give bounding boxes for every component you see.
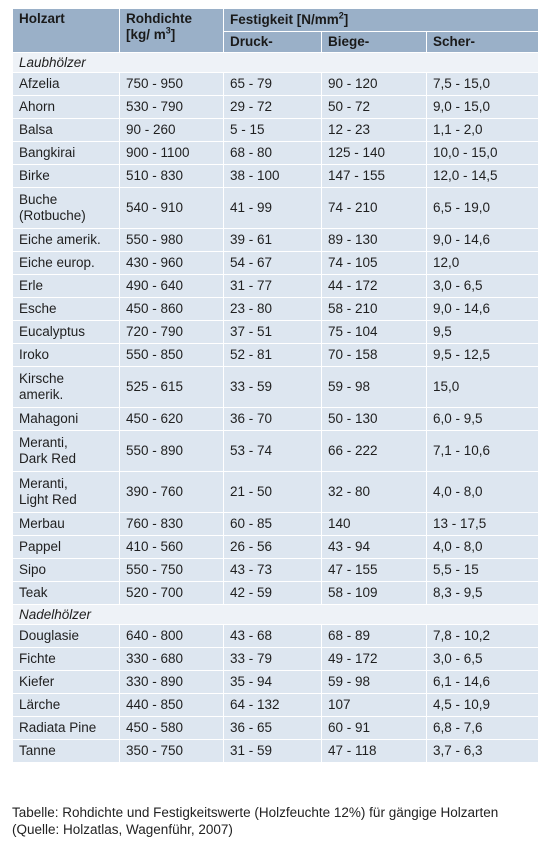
druck-cell: 54 - 67 bbox=[224, 252, 322, 275]
wood-name: Mahagoni bbox=[19, 411, 79, 426]
wood-name-cell bbox=[13, 96, 120, 119]
table-row bbox=[13, 648, 539, 671]
density-cell: 520 - 700 bbox=[120, 582, 224, 605]
table-body bbox=[13, 53, 539, 763]
wood-name-cell bbox=[13, 559, 120, 582]
density-cell: 525 - 615 bbox=[120, 367, 224, 408]
druck-cell: 41 - 99 bbox=[224, 188, 322, 229]
scher-cell: 6,8 - 7,6 bbox=[427, 717, 539, 740]
biege-cell: 47 - 155 bbox=[322, 559, 427, 582]
strength-unit-exponent: 2 bbox=[338, 10, 344, 21]
druck-cell: 33 - 59 bbox=[224, 367, 322, 408]
druck-cell: 31 - 77 bbox=[224, 275, 322, 298]
density-cell: 450 - 620 bbox=[120, 408, 224, 431]
wood-name: Iroko bbox=[19, 347, 50, 362]
wood-name: Merbau bbox=[19, 516, 65, 531]
scher-cell: 6,5 - 19,0 bbox=[427, 188, 539, 229]
density-cell: 440 - 850 bbox=[120, 694, 224, 717]
table-row bbox=[13, 472, 539, 513]
wood-name-cell bbox=[13, 431, 120, 472]
density-cell: 350 - 750 bbox=[120, 740, 224, 763]
biege-cell: 59 - 98 bbox=[322, 367, 427, 408]
table-row bbox=[13, 298, 539, 321]
wood-name-cell bbox=[13, 165, 120, 188]
druck-cell: 29 - 72 bbox=[224, 96, 322, 119]
density-cell: 390 - 760 bbox=[120, 472, 224, 513]
biege-cell: 125 - 140 bbox=[322, 142, 427, 165]
table-row bbox=[13, 344, 539, 367]
scher-cell: 5,5 - 15 bbox=[427, 559, 539, 582]
wood-name: Ahorn bbox=[19, 99, 56, 114]
druck-cell: 23 - 80 bbox=[224, 298, 322, 321]
header-row-main bbox=[13, 9, 539, 32]
table-row bbox=[13, 275, 539, 298]
biege-cell: 147 - 155 bbox=[322, 165, 427, 188]
column-header-density bbox=[120, 9, 224, 53]
table-row bbox=[13, 559, 539, 582]
druck-cell: 60 - 85 bbox=[224, 513, 322, 536]
density-cell: 900 - 1100 bbox=[120, 142, 224, 165]
scher-cell: 9,0 - 14,6 bbox=[427, 298, 539, 321]
wood-name-cell bbox=[13, 740, 120, 763]
biege-cell: 44 - 172 bbox=[322, 275, 427, 298]
biege-cell: 140 bbox=[322, 513, 427, 536]
wood-name-cell bbox=[13, 188, 120, 229]
biege-cell: 50 - 130 bbox=[322, 408, 427, 431]
wood-name-line2: (Rotbuche) bbox=[19, 208, 86, 223]
scher-cell: 12,0 bbox=[427, 252, 539, 275]
table-row bbox=[13, 582, 539, 605]
scher-cell: 4,0 - 8,0 bbox=[427, 536, 539, 559]
wood-name: Eiche amerik. bbox=[19, 232, 101, 247]
density-cell: 450 - 580 bbox=[120, 717, 224, 740]
density-cell: 330 - 890 bbox=[120, 671, 224, 694]
wood-name-cell bbox=[13, 73, 120, 96]
density-unit-label: [kg/ m bbox=[126, 27, 166, 42]
density-unit-exponent: 3 bbox=[165, 25, 171, 36]
wood-name-cell bbox=[13, 717, 120, 740]
table-row bbox=[13, 625, 539, 648]
biege-cell: 74 - 105 bbox=[322, 252, 427, 275]
density-cell: 550 - 890 bbox=[120, 431, 224, 472]
density-cell: 550 - 850 bbox=[120, 344, 224, 367]
wood-name: Meranti, bbox=[19, 435, 68, 450]
wood-name-cell bbox=[13, 671, 120, 694]
scher-cell: 3,7 - 6,3 bbox=[427, 740, 539, 763]
wood-properties-table bbox=[12, 8, 539, 763]
scher-cell: 10,0 - 15,0 bbox=[427, 142, 539, 165]
druck-cell: 21 - 50 bbox=[224, 472, 322, 513]
wood-name-line2: amerik. bbox=[19, 387, 64, 402]
table-row bbox=[13, 252, 539, 275]
column-header-strength bbox=[224, 9, 539, 32]
column-header-bending: Biege- bbox=[322, 32, 427, 53]
biege-cell: 12 - 23 bbox=[322, 119, 427, 142]
density-cell: 760 - 830 bbox=[120, 513, 224, 536]
wood-name-cell bbox=[13, 536, 120, 559]
biege-cell: 47 - 118 bbox=[322, 740, 427, 763]
table-row bbox=[13, 367, 539, 408]
scher-cell: 15,0 bbox=[427, 367, 539, 408]
table-row bbox=[13, 408, 539, 431]
wood-name-cell bbox=[13, 367, 120, 408]
density-cell: 510 - 830 bbox=[120, 165, 224, 188]
biege-cell: 58 - 210 bbox=[322, 298, 427, 321]
table-row bbox=[13, 717, 539, 740]
wood-name-cell bbox=[13, 252, 120, 275]
wood-name: Meranti, bbox=[19, 476, 68, 491]
table-row bbox=[13, 513, 539, 536]
column-header-wood-type bbox=[13, 9, 120, 53]
biege-cell: 90 - 120 bbox=[322, 73, 427, 96]
wood-name-line2: Dark Red bbox=[19, 451, 77, 466]
wood-name: Esche bbox=[19, 301, 57, 316]
density-cell: 330 - 680 bbox=[120, 648, 224, 671]
wood-name-cell bbox=[13, 694, 120, 717]
biege-cell: 66 - 222 bbox=[322, 431, 427, 472]
wood-name-cell bbox=[13, 298, 120, 321]
biege-cell: 107 bbox=[322, 694, 427, 717]
density-cell: 550 - 980 bbox=[120, 229, 224, 252]
wood-name-cell bbox=[13, 119, 120, 142]
table-row bbox=[13, 188, 539, 229]
wood-name-cell bbox=[13, 582, 120, 605]
scher-cell: 7,8 - 10,2 bbox=[427, 625, 539, 648]
scher-cell: 6,1 - 14,6 bbox=[427, 671, 539, 694]
table-row bbox=[13, 229, 539, 252]
scher-cell: 9,5 bbox=[427, 321, 539, 344]
table-row bbox=[13, 671, 539, 694]
table-row bbox=[13, 142, 539, 165]
biege-cell: 68 - 89 bbox=[322, 625, 427, 648]
table-row bbox=[13, 96, 539, 119]
strength-header-label: Festigkeit [N/mm bbox=[230, 12, 339, 27]
scher-cell: 13 - 17,5 bbox=[427, 513, 539, 536]
table-row bbox=[13, 694, 539, 717]
wood-name: Birke bbox=[19, 168, 50, 183]
biege-cell: 49 - 172 bbox=[322, 648, 427, 671]
column-header-shear: Scher- bbox=[427, 32, 539, 53]
section-header-row bbox=[13, 605, 539, 625]
wood-name-cell bbox=[13, 648, 120, 671]
druck-cell: 35 - 94 bbox=[224, 671, 322, 694]
wood-name: Douglasie bbox=[19, 628, 80, 643]
wood-name-cell bbox=[13, 344, 120, 367]
table-caption: Tabelle: Rohdichte und Festigkeitswerte (Holzfeuchte 12%) für gängige Holzarten (Quelle: Holzatlas, Wagenführ, 2007) bbox=[12, 805, 499, 837]
wood-name: Tanne bbox=[19, 743, 56, 758]
table-row bbox=[13, 73, 539, 96]
wood-name: Erle bbox=[19, 278, 44, 293]
scher-cell: 12,0 - 14,5 bbox=[427, 165, 539, 188]
scher-cell: 1,1 - 2,0 bbox=[427, 119, 539, 142]
wood-name: Kirsche bbox=[19, 371, 65, 386]
druck-cell: 43 - 73 bbox=[224, 559, 322, 582]
wood-name-cell bbox=[13, 229, 120, 252]
density-cell: 720 - 790 bbox=[120, 321, 224, 344]
wood-name: Balsa bbox=[19, 122, 53, 137]
wood-name-cell bbox=[13, 321, 120, 344]
density-unit-close: ] bbox=[170, 27, 176, 42]
scher-cell: 7,1 - 10,6 bbox=[427, 431, 539, 472]
wood-name: Fichte bbox=[19, 651, 56, 666]
density-cell: 410 - 560 bbox=[120, 536, 224, 559]
druck-cell: 38 - 100 bbox=[224, 165, 322, 188]
scher-cell: 9,5 - 12,5 bbox=[427, 344, 539, 367]
strength-unit-close: ] bbox=[343, 12, 349, 27]
density-cell: 430 - 960 bbox=[120, 252, 224, 275]
wood-name: Teak bbox=[19, 585, 48, 600]
druck-cell: 39 - 61 bbox=[224, 229, 322, 252]
druck-cell: 65 - 79 bbox=[224, 73, 322, 96]
scher-cell: 6,0 - 9,5 bbox=[427, 408, 539, 431]
scher-cell: 4,0 - 8,0 bbox=[427, 472, 539, 513]
wood-name: Afzelia bbox=[19, 76, 60, 91]
scher-cell: 9,0 - 14,6 bbox=[427, 229, 539, 252]
wood-name-line2: Light Red bbox=[19, 492, 77, 507]
section-header-row bbox=[13, 53, 539, 73]
wood-name-cell bbox=[13, 513, 120, 536]
druck-cell: 68 - 80 bbox=[224, 142, 322, 165]
druck-cell: 26 - 56 bbox=[224, 536, 322, 559]
section-title: Laubhölzer bbox=[13, 53, 539, 73]
wood-name: Sipo bbox=[19, 562, 47, 577]
table-row bbox=[13, 165, 539, 188]
druck-cell: 36 - 70 bbox=[224, 408, 322, 431]
druck-cell: 42 - 59 bbox=[224, 582, 322, 605]
table-row bbox=[13, 119, 539, 142]
wood-name-cell bbox=[13, 408, 120, 431]
scher-cell: 4,5 - 10,9 bbox=[427, 694, 539, 717]
column-header-wood-type-label: Holzart bbox=[19, 11, 65, 26]
wood-name: Bangkirai bbox=[19, 145, 76, 160]
wood-name: Buche bbox=[19, 192, 58, 207]
section-title: Nadelhölzer bbox=[13, 605, 539, 625]
scher-cell: 9,0 - 15,0 bbox=[427, 96, 539, 119]
wood-name: Eiche europ. bbox=[19, 255, 95, 270]
druck-cell: 36 - 65 bbox=[224, 717, 322, 740]
scher-cell: 3,0 - 6,5 bbox=[427, 275, 539, 298]
density-cell: 750 - 950 bbox=[120, 73, 224, 96]
wood-name-cell bbox=[13, 275, 120, 298]
density-cell: 530 - 790 bbox=[120, 96, 224, 119]
wood-name: Lärche bbox=[19, 697, 61, 712]
druck-cell: 33 - 79 bbox=[224, 648, 322, 671]
wood-name: Eucalyptus bbox=[19, 324, 86, 339]
density-header-label: Rohdichte bbox=[126, 11, 192, 26]
table-row bbox=[13, 536, 539, 559]
table-row bbox=[13, 740, 539, 763]
wood-name-cell bbox=[13, 625, 120, 648]
druck-cell: 31 - 59 bbox=[224, 740, 322, 763]
wood-name: Pappel bbox=[19, 539, 62, 554]
density-cell: 90 - 260 bbox=[120, 119, 224, 142]
biege-cell: 74 - 210 bbox=[322, 188, 427, 229]
biege-cell: 75 - 104 bbox=[322, 321, 427, 344]
druck-cell: 43 - 68 bbox=[224, 625, 322, 648]
biege-cell: 32 - 80 bbox=[322, 472, 427, 513]
druck-cell: 5 - 15 bbox=[224, 119, 322, 142]
density-cell: 490 - 640 bbox=[120, 275, 224, 298]
druck-cell: 53 - 74 bbox=[224, 431, 322, 472]
biege-cell: 70 - 158 bbox=[322, 344, 427, 367]
wood-name: Kiefer bbox=[19, 674, 55, 689]
column-header-compressive: Druck- bbox=[224, 32, 322, 53]
biege-cell: 89 - 130 bbox=[322, 229, 427, 252]
biege-cell: 58 - 109 bbox=[322, 582, 427, 605]
density-cell: 450 - 860 bbox=[120, 298, 224, 321]
druck-cell: 64 - 132 bbox=[224, 694, 322, 717]
biege-cell: 60 - 91 bbox=[322, 717, 427, 740]
density-cell: 550 - 750 bbox=[120, 559, 224, 582]
density-cell: 540 - 910 bbox=[120, 188, 224, 229]
table-row bbox=[13, 321, 539, 344]
wood-name: Radiata Pine bbox=[19, 720, 97, 735]
scher-cell: 3,0 - 6,5 bbox=[427, 648, 539, 671]
wood-name-cell bbox=[13, 472, 120, 513]
biege-cell: 50 - 72 bbox=[322, 96, 427, 119]
druck-cell: 37 - 51 bbox=[224, 321, 322, 344]
table-row bbox=[13, 431, 539, 472]
density-cell: 640 - 800 bbox=[120, 625, 224, 648]
druck-cell: 52 - 81 bbox=[224, 344, 322, 367]
scher-cell: 8,3 - 9,5 bbox=[427, 582, 539, 605]
wood-name-cell bbox=[13, 142, 120, 165]
biege-cell: 59 - 98 bbox=[322, 671, 427, 694]
scher-cell: 7,5 - 15,0 bbox=[427, 73, 539, 96]
biege-cell: 43 - 94 bbox=[322, 536, 427, 559]
